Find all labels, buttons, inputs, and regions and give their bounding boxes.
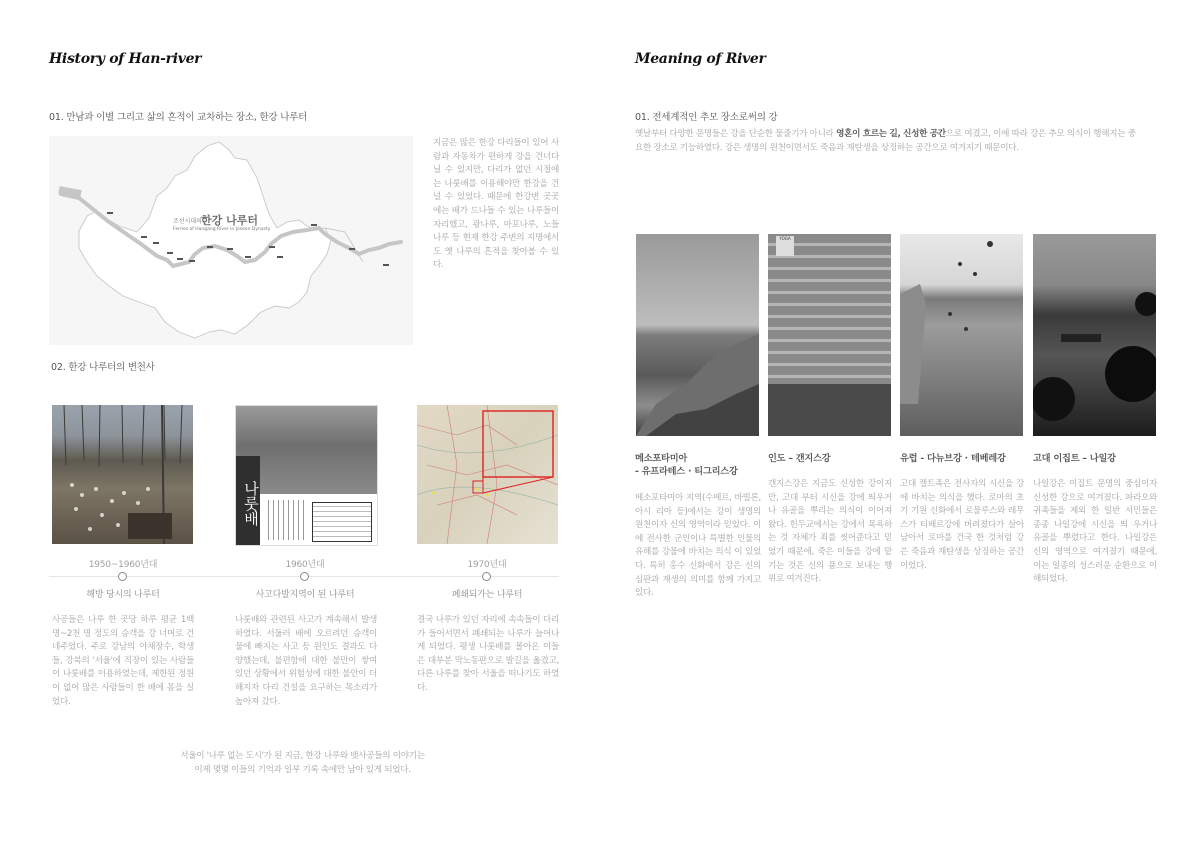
photo-danube [900,234,1023,436]
map-subtitle: Ferries of Hangang River in Joseon Dynasty [173,227,271,232]
photo-detail-masts [52,405,193,544]
photo-ganges [768,234,891,436]
timeline-marker-3 [482,572,491,581]
timeline-caption-2: 사고다발지역이 된 나루터 [255,590,355,600]
left-page-title: History of Han-river [49,51,202,67]
photo-old-map [417,405,558,544]
column-india [768,452,892,587]
newspaper-headline: 나룻배 [236,456,260,545]
old-map-graphic [417,405,558,544]
newspaper-chart [312,502,372,542]
ganges-water [768,384,891,436]
column-europe [900,452,1024,573]
section-heading-memorial: 01. 전세계적인 추모 장소로써의 강 [635,112,778,123]
photo-nile [1033,234,1156,436]
intro-text-start: 옛날부터 다양한 문명들은 강을 단순한 물줄기가 아니라 [635,129,837,139]
seoul-map-graphic [49,136,413,345]
timeline-text-1: 사공들은 나루 한 곳당 하루 평균 1백 명~2천 명 정도의 승객을 강 너머로 건네주었다. 주로 강남의 야채장수, 학생들, 강북의 '서울'에 직장이 있는 사람들이 나룻배를 이용하였는데, 제한된 정원이 없어 많은 사람들이 한 배에 몸을 실었다. [52,615,194,707]
section-heading-history: 02. 한강 나루터의 변천사 [51,362,155,373]
rocky-shore-graphic [636,234,759,436]
memorial-intro [635,128,1140,155]
column-mesopotamia [635,452,761,601]
intro-emphasis: 영혼이 흐르는 길, 신성한 공간 [836,129,946,139]
timeline-marker-2 [300,572,309,581]
closing-text [130,750,475,777]
timeline-caption-3: 폐쇄되가는 나루터 [451,590,523,600]
column-heading-europe: 유럽 - 다뉴브강 · 테베레강 [900,453,1006,464]
column-egypt [1033,452,1157,587]
ferries-description: 지금은 많은 한강 다리들이 있어 사람과 자동차가 편하게 강을 건너다닐 수 있지만, 다리가 없던 시절에는 나룻배를 이용해야만 한강을 건널 수 있었다. 때문에 한강변 곳곳에는 배가 드나들 수 있는 나루들이 자리했고, 광나루, 마포나루, 노들나루 등 현재 한강 주변의 지명에서도 옛 나루의 흔적을 찾아볼 수 있다. [433,138,559,271]
timeline-year-3: 1970년대 [467,560,507,570]
newspaper-text-columns [264,500,308,540]
right-page-title: Meaning of River [635,51,766,67]
map-title: 한강 나루터 [201,214,258,227]
timeline-year-1: 1950~1960년대 [88,560,158,570]
yoga-sign: YOGA [776,236,794,256]
timeline-year-2: 1960년대 [285,560,325,570]
silhouettes-graphic [1033,234,1156,436]
column-heading-india: 인도 – 갠지스강 [768,453,831,464]
closing-line-2: 이제 몇몇 이들의 기억과 일부 기록 속에만 남아 있게 되었다. [194,764,411,775]
photo-ferry-1950s [52,405,193,544]
column-text-india: 갠지스강은 지금도 신성한 강이지만, 고대 부터 시신을 강에 띄우거나 유골을 뿌리는 의식이 이어져 왔다. 힌두교에서는 강에서 목욕하는 것 자체가 죄를 씻어준다고 믿었기 때문에, 죽은 이들을 강에 맡기는 것은 신의 품으로 보내는 행위로 여겨진다. [768,479,892,585]
column-subheading-mesopotamia: - 유프라테스 · 티그리스강 [635,466,738,477]
petals-graphic [900,234,1023,436]
closing-line-1: 서울이 '나루 없는 도시'가 된 지금, 한강 나루와 뱃사공들의 이야기는 [180,751,425,761]
column-text-europe: 고대 켈트족은 전사자의 시신을 강에 바치는 의식을 했다. 로마의 초기 기원 신화에서 로물루스와 레무스가 티베르강에 버려졌다가 살아 남아서 로마를 건국 한 것처럼 강은 죽음과 재탄생을 상징하는 공간이었다. [900,479,1024,571]
timeline-caption-1: 해방 당시의 나루터 [86,590,160,600]
photo-newspaper-clipping [235,405,378,546]
column-text-mesopotamia: 메소포타미아 지역(수메르, 바빌론, 아시 리아 등)에서는 강이 생명의 원천이자 신의 영역이라 믿었다. 이에 전사한 군인이나 특별한 인물의 유해를 강물에 바치는 의식 이 있었다. 특히 홍수 신화에서 강은 신의 심판과 재생의 의미를 함께 가지고 있다. [635,493,761,599]
column-heading-mesopotamia: 메소포타미아 [635,453,688,464]
column-text-egypt: 나일강은 이집트 문명의 중심이자 신성한 강으로 여겨졌다. 파라오와 귀족들을 제외 한 일반 서민들은 종종 나일강에 시신을 띄 우거나 유골을 뿌렸다고 한다. 나일강은 신의 영역으로 여겨졌기 때문에, 이는 일종의 성스러운 순환으로 이해되었다. [1033,479,1157,585]
column-heading-egypt: 고대 이집트 – 나일강 [1033,453,1116,464]
intro-text-end: 으로 여겼고, 이에 따라 강은 추모 의식이 행해지는 중요한 장소로 기능하였다. 강은 생명의 원천이면서도 죽음과 재탄생을 상징하는 공간으로 여겨지기 때문이다. [635,129,1136,153]
photo-mesopotamia [636,234,759,436]
hangang-ferry-map [49,136,413,345]
section-heading-ferries: 01. 만남과 이별 그리고 삶의 흔적이 교차하는 장소, 한강 나루터 [49,112,308,123]
timeline-text-2: 나룻배와 관련된 사고가 계속해서 발생하였다. 서둘러 배에 오르려던 승객이 물에 빠지는 사고 등 원인도 결과도 다양했는데, 불편함에 대한 불만이 쌓여 있던 상황에서 위험성에 대한 불안이 더해지자 다리 건설을 요구하는 목소리가 높아져 갔다. [235,615,377,707]
timeline-text-3: 결국 나루가 있던 자리에 속속들이 다리가 들어서면서 폐쇄되는 나루가 늘어나게 되었다. 평생 나룻배를 몰아온 이들은 대부분 막노동판으로 발길을 옮겼고, 다른 나루를 찾아 서울을 떠나기도 하였다. [417,615,559,693]
timeline-marker-1 [118,572,127,581]
map-title-prefix: 조선시대의 [173,218,202,225]
